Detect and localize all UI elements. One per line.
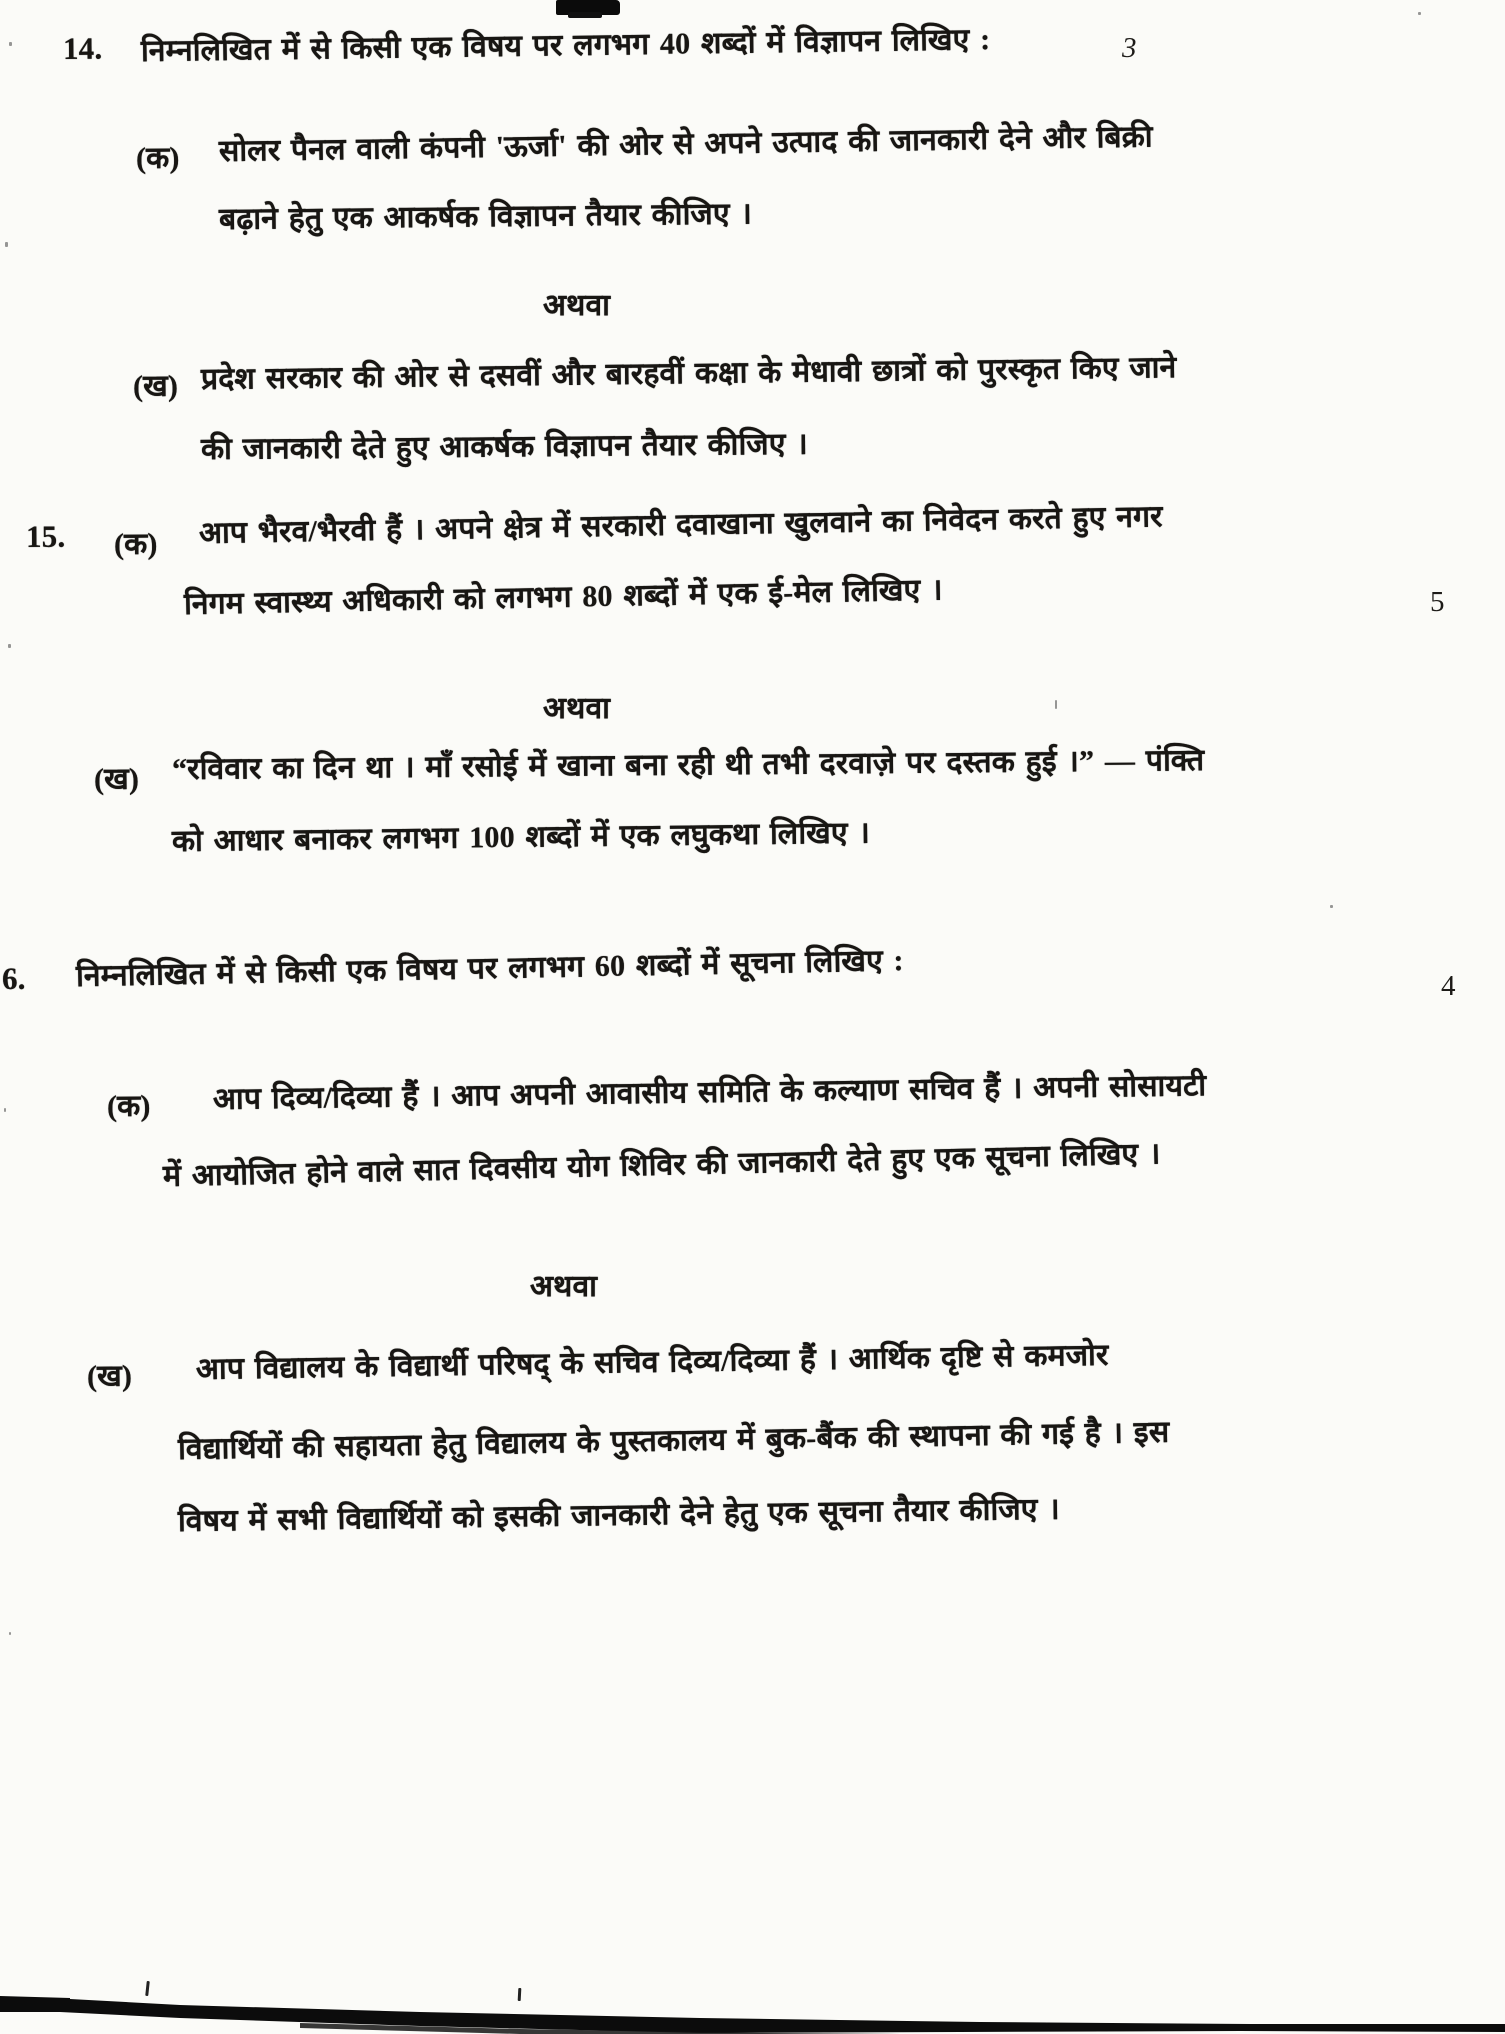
- q14-prompt: निम्नलिखित में से किसी एक विषय पर लगभग 40 शब्दों में विज्ञापन लिखिए :: [140, 23, 991, 68]
- scan-speck: [1418, 12, 1421, 15]
- scan-speck: [9, 42, 12, 46]
- ink-blot-icon: [556, 0, 620, 15]
- q14-option-b-line1: प्रदेश सरकार की ओर से दसवीं और बारहवीं कक्षा के मेधावी छात्रों को पुरस्कृत किए जाने: [200, 351, 1177, 396]
- q16-option-a-line1: आप दिव्य/दिव्या हैं । आप अपनी आवासीय समिति के कल्याण सचिव हैं । अपनी सोसायटी: [212, 1069, 1207, 1116]
- scan-speck: [1330, 905, 1333, 908]
- scan-speck: [8, 644, 11, 648]
- scan-edge-streak: [0, 1974, 1505, 2034]
- q15-option-b-label: (ख): [93, 762, 140, 796]
- q15-option-a-line2: निगम स्वास्थ्य अधिकारी को लगभग 80 शब्दों में एक ई-मेल लिखिए ।: [183, 573, 943, 621]
- q16-option-b-line1: आप विद्यालय के विद्यार्थी परिषद् के सचिव दिव्य/दिव्या हैं । आर्थिक दृष्टि से कमजोर: [195, 1338, 1109, 1386]
- q14-option-a-label: (क): [135, 141, 180, 175]
- q16-option-b-line3: विषय में सभी विद्यार्थियों को इसकी जानकारी देने हेतु एक सूचना तैयार कीजिए ।: [177, 1492, 1061, 1538]
- q14-option-b-line2: की जानकारी देते हुए आकर्षक विज्ञापन तैयार कीजिए ।: [200, 427, 808, 466]
- q14-option-a-line1: सोलर पैनल वाली कंपनी 'ऊर्जा' की ओर से अपने उत्पाद की जानकारी देने और बिक्री: [218, 120, 1154, 168]
- scan-speck: [9, 1632, 11, 1635]
- q15-option-a-label: (क): [113, 527, 158, 561]
- q14-or-label: अथवा: [543, 289, 611, 322]
- q16-option-b-line2: विद्यार्थियों की सहायता हेतु विद्यालय के पुस्तकालय में बुक-बैंक की स्थापना की गई है । इस: [177, 1415, 1170, 1466]
- q15-or-label: अथवा: [543, 692, 611, 725]
- q16-option-a-line2: में आयोजित होने वाले सात दिवसीय योग शिविर की जानकारी देते हुए एक सूचना लिखिए ।: [162, 1137, 1161, 1193]
- q15-option-b-line1: “रविवार का दिन था । माँ रसोई में खाना बना रही थी तभी दरवाज़े पर दस्तक हुई ।” — पंक्ति: [171, 743, 1205, 786]
- q14-marks: 3: [1122, 32, 1137, 64]
- q16-or-label: अथवा: [530, 1270, 598, 1303]
- q15-number: 15.: [25, 518, 66, 554]
- q16-marks: 4: [1441, 970, 1456, 1002]
- q16-number: 6.: [1, 960, 26, 996]
- q14-option-a-line2: बढ़ाने हेतु एक आकर्षक विज्ञापन तैयार कीजिए ।: [218, 197, 753, 236]
- scan-speck: [1055, 700, 1057, 709]
- scan-speck: [5, 242, 8, 247]
- q14-number: 14.: [62, 30, 103, 66]
- q16-option-a-label: (क): [106, 1089, 151, 1123]
- q15-option-a-line1: आप भैरव/भैरवी हैं । अपने क्षेत्र में सरकारी दवाखाना खुलवाने का निवेदन करते हुए नगर: [198, 500, 1163, 550]
- q15-marks: 5: [1430, 586, 1445, 618]
- q15-option-b-line2: को आधार बनाकर लगभग 100 शब्दों में एक लघुकथा लिखिए ।: [171, 816, 871, 858]
- q14-option-b-label: (ख): [132, 369, 179, 403]
- scan-speck: [4, 1108, 6, 1112]
- q16-option-b-label: (ख): [86, 1359, 133, 1393]
- q16-prompt: निम्नलिखित में से किसी एक विषय पर लगभग 60 शब्दों में सूचना लिखिए :: [75, 944, 905, 993]
